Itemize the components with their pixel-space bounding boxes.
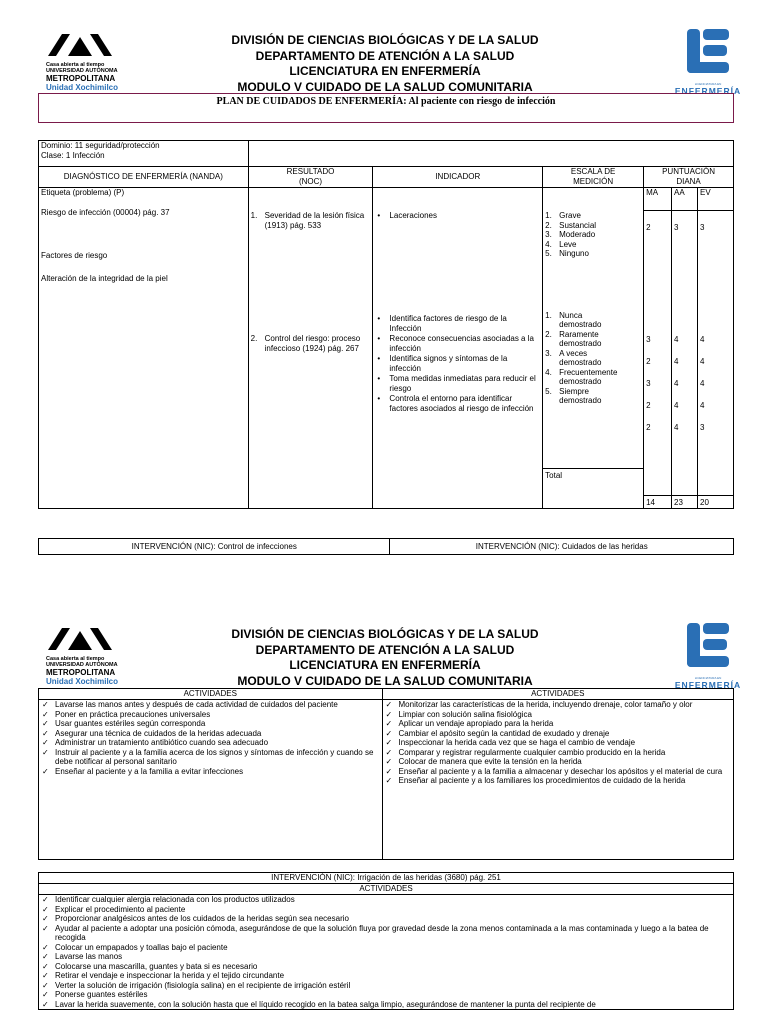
indicador-item: • Laceraciones (375, 211, 540, 221)
score-ma: 2 (646, 357, 651, 366)
header-licenciatura: LICENCIATURA EN ENFERMERÍA (289, 658, 481, 672)
irrigation-item: ✓ Ponerse guantes estériles (39, 990, 733, 1000)
diag-alteracion: Alteración de la integridad de la piel (41, 274, 168, 283)
indicador-item: • Identifica factores de riesgo de la Infección (375, 314, 540, 334)
uam-emblem-icon (46, 627, 114, 651)
uam-logo-line3: METROPOLITANA (46, 668, 116, 677)
col-header-puntuacion-1: PUNTUACIÓN (662, 167, 715, 176)
indicador-item: • Toma medidas inmediatas para reducir el riesgo (375, 374, 540, 394)
score-ev: 4 (700, 379, 705, 388)
diag-factores: Factores de riesgo (41, 251, 108, 260)
col-header-resultado-2: (NOC) (298, 177, 323, 186)
col-header-indicador: INDICADOR (373, 167, 543, 188)
escala-item (545, 368, 641, 387)
uam-emblem-icon (46, 33, 114, 57)
score-ma-cell (644, 188, 672, 509)
header-departamento: DEPARTAMENTO DE ATENCIÓN A LA SALUD (255, 642, 515, 657)
enf-logo-tiny: LICENCIATURA EN (694, 676, 722, 680)
score-ma: 2 (646, 401, 651, 410)
activity-item: ✓ Inspeccionar la herida cada vez que se haga el cambio de vendaje (383, 738, 734, 748)
activities-right-list (383, 700, 734, 786)
header-modulo: MODULO V CUIDADO DE LA SALUD COMUNITARIA (237, 79, 533, 94)
score-ma-header: MA (644, 188, 671, 211)
score-ev: 4 (700, 335, 705, 344)
escala-list-1 (545, 211, 641, 259)
activity-item: ✓ Instruir al paciente y a la familia acerca de los signos y síntomas de infección y cuando se debe notificar al personal sanitario (39, 748, 382, 767)
intervention-control-infecciones: INTERVENCIÓN (NIC): Control de infecciones (39, 539, 390, 555)
score-aa: 4 (674, 401, 679, 410)
escala-item (545, 240, 641, 250)
escala-text: Nunca demostrado (559, 310, 602, 329)
escala-item (545, 311, 641, 330)
header-licenciatura: LICENCIATURA EN ENFERMERÍA (289, 64, 481, 78)
resultado-1-num: 1. (250, 211, 258, 220)
activities-right-cell (382, 700, 734, 860)
header-division: DIVISIÓN DE CIENCIAS BIOLÓGICAS Y DE LA SALUD (231, 33, 539, 47)
dominio-blank-cell (248, 141, 733, 167)
total-label (545, 468, 641, 481)
activities-header-left: ACTIVIDADES (39, 689, 383, 700)
irrigation-item: ✓ Verter la solución de irrigación (fisiología salina) en el recipiente de irrigación estéril (39, 981, 733, 991)
col-header-escala-2: MEDICIÓN (573, 177, 614, 186)
irrigation-item: ✓ Lavar la herida suavemente, con la solución hasta que el líquido recogido en la batea salga limpio, asegurándose de mantener la punta del recipiente de (39, 1000, 733, 1010)
activity-item: ✓ Limpiar con solución salina fisiológica (383, 710, 734, 720)
enf-logo-tiny: LICENCIATURA EN (694, 82, 722, 86)
uam-logo-line2: UNIVERSIDAD AUTÓNOMA (46, 662, 118, 668)
clase-text: Clase: 1 Infección (41, 151, 105, 160)
resultado-1-text: Severidad de la lesión física (1913) pág. 533 (264, 211, 365, 230)
activity-item: ✓ Cambiar el apósito según la cantidad de exudado y drenaje (383, 729, 734, 739)
indicador-cell (373, 188, 543, 509)
intervention-cuidados-heridas: INTERVENCIÓN (NIC): Cuidados de las heridas (390, 539, 734, 555)
score-ma: 2 (646, 423, 651, 432)
diagnostico-cell (39, 188, 249, 509)
irrigation-item: ✓ Colocar un empapados y toallas bajo el paciente (39, 943, 733, 953)
score-aa-cell (672, 188, 698, 509)
escala-text: Siempre demostrado (559, 386, 602, 405)
uam-logo-line2: UNIVERSIDAD AUTÓNOMA (46, 68, 118, 74)
escala-num: 3. (545, 230, 552, 239)
score-ev: 3 (700, 223, 705, 232)
resultado-1 (251, 211, 371, 231)
escala-text: Sustancial (559, 220, 597, 230)
score-aa-header: AA (672, 188, 697, 211)
activities-table (38, 688, 734, 860)
indicador-item: • Reconoce consecuencias asociadas a la infección (375, 334, 540, 354)
activity-item: ✓ Poner en práctica precauciones universales (39, 710, 382, 720)
uam-logo-line4: Unidad Xochimilco (46, 83, 119, 92)
irrigation-item: ✓ Proporcionar analgésicos antes de los cuidados de la heridas según sea necesario (39, 914, 733, 924)
activity-item: ✓ Comparar y registrar regularmente cualquier cambio producido en la herida (383, 748, 734, 758)
total-ma: 14 (644, 495, 671, 508)
diag-riesgo: Riesgo de infección (00004) pág. 37 (41, 208, 170, 217)
activity-item: ✓ Enseñar al paciente y a la familia a almacenar y desechar los apósitos y el material de cura (383, 767, 734, 777)
enfermeria-logo-2 (668, 621, 748, 690)
escala-item (545, 211, 641, 221)
activity-item: ✓ Aplicar un vendaje apropiado para la herida (383, 719, 734, 729)
score-aa: 4 (674, 357, 679, 366)
activity-item: ✓ Administrar un tratamiento antibiótico cuando sea adecuado (39, 738, 382, 748)
irrigation-item: ✓ Explicar el procedimiento al paciente (39, 905, 733, 915)
escala-item (545, 330, 641, 349)
score-ev: 4 (700, 401, 705, 410)
escala-num: 4. (545, 367, 552, 377)
escala-num: 5. (545, 249, 552, 258)
activities-left-list (39, 700, 382, 776)
col-header-resultado (248, 167, 373, 188)
uam-logo-line3: METROPOLITANA (46, 74, 116, 83)
total-label-text: Total (545, 470, 563, 480)
escala-item (545, 249, 641, 259)
escala-text: Raramente demostrado (559, 329, 602, 348)
col-header-puntuacion (644, 167, 734, 188)
escala-item (545, 349, 641, 368)
page-header-1 (170, 33, 600, 95)
dominio-cell (39, 141, 249, 167)
enfermeria-logo (668, 27, 748, 96)
irrigation-activities-header: ACTIVIDADES (39, 884, 734, 895)
col-header-escala-1: ESCALA DE (570, 167, 616, 176)
plan-title-box (38, 93, 734, 123)
escala-num: 1. (545, 310, 552, 320)
total-ev: 20 (698, 495, 733, 508)
activities-header-right: ACTIVIDADES (382, 689, 734, 700)
uam-logo-line1: Casa abierta al tiempo (46, 656, 105, 662)
score-aa: 4 (674, 335, 679, 344)
escala-cell (543, 188, 644, 509)
activities-left-cell (39, 700, 383, 860)
escala-text: A veces demostrado (559, 348, 602, 367)
indicador-list-1 (375, 211, 540, 221)
enf-logo-word: ENFERMERÍA (674, 86, 742, 96)
care-plan-table (38, 140, 734, 509)
irrigation-item: ✓ Retirar el vendaje e inspeccionar la herida y el tejido circundante (39, 971, 733, 981)
irrigation-item: ✓ Colocarse una mascarilla, guantes y bata si es necesario (39, 962, 733, 972)
total-aa: 23 (672, 495, 697, 508)
uam-logo-2 (46, 627, 126, 686)
score-ev: 4 (700, 357, 705, 366)
escala-num: 5. (545, 386, 552, 396)
col-header-escala (543, 167, 644, 188)
escala-num: 2. (545, 329, 552, 339)
irrigation-item: ✓ Identificar cualquier alergia relacionada con los productos utilizados (39, 895, 733, 905)
score-ev-header: EV (698, 188, 733, 211)
irrigation-item: ✓ Lavarse las manos (39, 952, 733, 962)
col-header-resultado-1: RESULTADO (286, 167, 335, 176)
activity-item: ✓ Usar guantes estériles según corresponda (39, 719, 382, 729)
score-ma: 3 (646, 379, 651, 388)
resultado-cell (248, 188, 373, 509)
indicador-list-2 (375, 314, 540, 414)
irrigation-title: INTERVENCIÓN (NIC): Irrigación de las heridas (3680) pág. 251 (39, 873, 734, 884)
score-aa: 3 (674, 223, 679, 232)
activity-item: ✓ Lavarse las manos antes y después de cada actividad de cuidados del paciente (39, 700, 382, 710)
escala-num: 1. (545, 211, 552, 220)
irrigation-table (38, 872, 734, 1010)
escala-num: 2. (545, 220, 552, 230)
escala-num: 4. (545, 239, 552, 249)
irrigation-list-cell (39, 895, 734, 1010)
enfermeria-emblem-icon (685, 621, 731, 671)
escala-item (545, 230, 641, 240)
score-ev: 3 (700, 423, 705, 432)
uam-logo-line1: Casa abierta al tiempo (46, 62, 105, 68)
activity-item: ✓ Asegurar una técnica de cuidados de la heridas adecuada (39, 729, 382, 739)
escala-text: Ninguno (559, 249, 589, 258)
score-ev-cell (698, 188, 734, 509)
uam-logo (46, 33, 126, 92)
irrigation-item: ✓ Ayudar al paciente a adoptar una posición cómoda, asegurándose de que la solución fluya por gravedad desde la zona menos contaminada a la mas contaminada y luego a la batea de recogida (39, 924, 733, 943)
escala-item (545, 387, 641, 406)
resultado-2 (251, 334, 371, 354)
escala-item (545, 221, 641, 231)
uam-logo-line4: Unidad Xochimilco (46, 677, 119, 686)
irrigation-list (39, 895, 733, 1009)
score-aa: 4 (674, 423, 679, 432)
escala-num: 3. (545, 348, 552, 358)
escala-text: Moderado (559, 230, 596, 239)
activity-item: ✓ Monitorizar las características de la herida, incluyendo drenaje, color tamaño y olor (383, 700, 734, 710)
indicador-item: • Controla el entorno para identificar factores asociados al riesgo de infección (375, 394, 540, 414)
resultado-2-num: 2. (250, 334, 258, 343)
header-division: DIVISIÓN DE CIENCIAS BIOLÓGICAS Y DE LA SALUD (231, 627, 539, 641)
escala-list-2 (545, 311, 641, 406)
score-ma: 2 (646, 223, 651, 232)
enf-logo-word: ENFERMERÍA (674, 680, 742, 690)
dominio-text: Dominio: 11 seguridad/protección (41, 141, 160, 150)
col-header-puntuacion-2: DIANA (676, 177, 701, 186)
header-departamento: DEPARTAMENTO DE ATENCIÓN A LA SALUD (255, 48, 515, 63)
enfermeria-emblem-icon (685, 27, 731, 77)
score-ma: 3 (646, 335, 651, 344)
diag-etiqueta: Etiqueta (problema) (P) (41, 188, 125, 197)
col-header-diagnostico: DIAGNÓSTICO DE ENFERMERÍA (NANDA) (39, 167, 249, 188)
page-header-2 (170, 627, 600, 689)
resultado-2-text: Control del riesgo: proceso infeccioso (1924) pág. 267 (264, 334, 361, 353)
escala-text: Frecuentemente demostrado (559, 367, 618, 386)
activity-item: ✓ Enseñar al paciente y a los familiares los procedimientos de cuidado de la herida (383, 776, 734, 786)
plan-title: PLAN DE CUIDADOS DE ENFERMERÍA: Al paciente con riesgo de infección (216, 96, 556, 107)
escala-text: Grave (559, 211, 581, 220)
interventions-table (38, 538, 734, 555)
indicador-item: • Identifica signos y síntomas de la infección (375, 354, 540, 374)
escala-text: Leve (559, 239, 577, 249)
activity-item: ✓ Enseñar al paciente y a la familia a evitar infecciones (39, 767, 382, 777)
header-modulo: MODULO V CUIDADO DE LA SALUD COMUNITARIA (237, 673, 533, 688)
activity-item: ✓ Colocar de manera que evite la tensión en la herida (383, 757, 734, 767)
score-aa: 4 (674, 379, 679, 388)
